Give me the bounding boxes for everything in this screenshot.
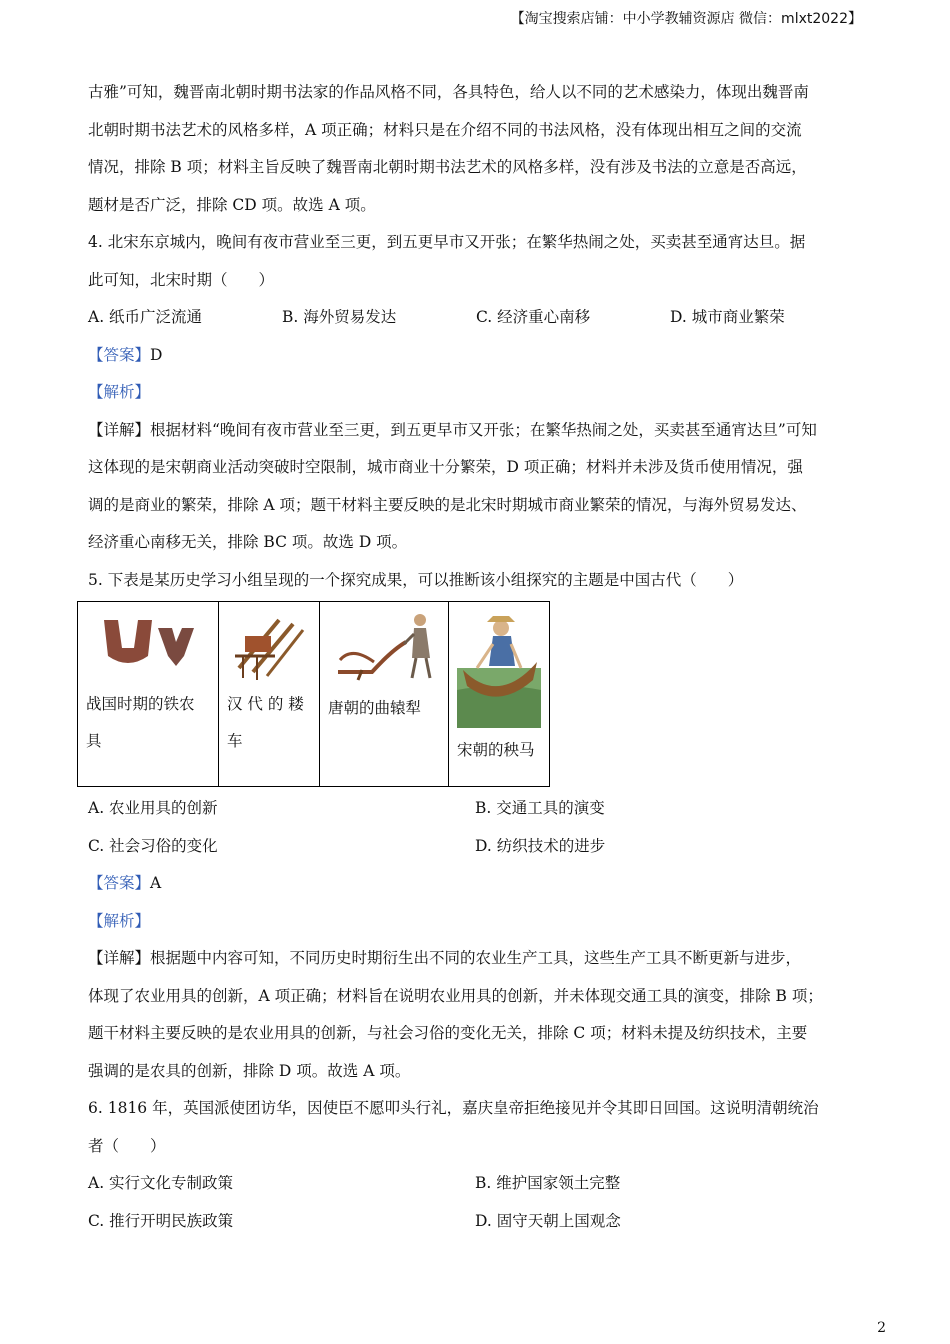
table-cell-curved-plough — [320, 602, 449, 787]
cell-caption: 宋朝的秧马 — [457, 741, 535, 759]
cell-caption: 具 — [86, 732, 102, 750]
question-4-stem: 4. 北宋东京城内，晚间有夜市营业至三更，到五更早市又开张；在繁华热闹之处，买卖甚至通宵达旦。据 — [88, 233, 806, 251]
curved-plough-image — [332, 610, 436, 682]
option-a: A. 农业用具的创新 — [88, 799, 218, 817]
cell-caption: 唐朝的曲辕犁 — [328, 699, 422, 717]
cell-caption: 车 — [227, 732, 243, 750]
detail-line: 经济重心南移无关，排除 BC 项。故选 D 项。 — [88, 533, 408, 551]
detail-line: 【详解】根据题中内容可知，不同历史时期衍生出不同的农业生产工具，这些生产工具不断更新与进步， — [88, 949, 802, 967]
question-5-stem: 5. 下表是某历史学习小组呈现的一个探究成果，可以推断该小组探究的主题是中国古代（ ） — [88, 570, 744, 589]
document-body — [88, 74, 866, 1240]
option-d: D. 固守天朝上国观念 — [475, 1211, 621, 1230]
option-d: D. 纺织技术的进步 — [475, 836, 606, 855]
option-d: D. 城市商业繁荣 — [670, 308, 785, 326]
text-line: 古雅”可知，魏晋南北朝时期书法家的作品风格不同，各具特色，给人以不同的艺术感染力，体现出魏晋南 — [88, 83, 809, 101]
option-c: C. 经济重心南移 — [476, 308, 591, 326]
question-6-stem: 者（ ） — [88, 1136, 166, 1155]
option-a: A. 实行文化专制政策 — [88, 1174, 234, 1192]
text-line: 北朝时期书法艺术的风格多样，A 项正确；材料只是在介绍不同的书法风格，没有体现出相互之间的交流 — [88, 120, 802, 139]
question-6-options — [88, 1203, 866, 1241]
option-c: C. 推行开明民族政策 — [88, 1211, 234, 1230]
detail-line: 这体现的是宋朝商业活动突破时空限制，城市商业十分繁荣，D 项正确；材料并未涉及货币使用情况，强 — [88, 458, 803, 476]
text-line: 题材是否广泛，排除 CD 项。故选 A 项。 — [88, 195, 376, 214]
question-5-options — [88, 828, 866, 866]
option-b: B. 交通工具的演变 — [475, 799, 605, 817]
question-6-options — [88, 1165, 866, 1203]
table-cell-iron-tools — [78, 602, 219, 787]
answer-line — [88, 865, 866, 903]
iron-farm-tools-image — [98, 610, 198, 670]
option-a: A. 纸币广泛流通 — [88, 308, 203, 326]
answer-value: D — [150, 345, 163, 364]
answer-value: A — [150, 874, 162, 892]
option-b: B. 维护国家领土完整 — [475, 1174, 621, 1192]
answer-tag: 【答案】 — [88, 345, 151, 364]
text-line: 情况，排除 B 项；材料主旨反映了魏晋南北朝时期书法艺术的风格多样，没有涉及书法的立意是否高远， — [88, 158, 807, 176]
detail-line: 【详解】根据材料“晚间有夜市营业至三更，到五更早市又开张；在繁华热闹之处，买卖甚至通宵达旦”可知 — [88, 420, 817, 439]
page-number: 2 — [877, 1320, 886, 1336]
cell-caption: 汉 代 的 耧 — [227, 695, 304, 713]
page-header: 【淘宝搜索店铺：中小学教辅资源店 微信：mlxt2022】 — [510, 11, 862, 27]
detail-line: 题干材料主要反映的是农业用具的创新，与社会习俗的变化无关，排除 C 项；材料未提及纺织技术，主要 — [88, 1024, 808, 1042]
question-5-options — [88, 790, 866, 828]
detail-line: 调的是商业的繁荣，排除 A 项；题干材料主要反映的是北宋时期城市商业繁荣的情况，与海外贸易发达、 — [88, 495, 807, 514]
rice-transplanting-horse-image — [457, 610, 541, 728]
option-b: B. 海外贸易发达 — [282, 308, 397, 326]
exploration-table — [77, 601, 550, 787]
answer-line — [88, 337, 866, 375]
detail-line: 强调的是农具的创新，排除 D 项。故选 A 项。 — [88, 1061, 411, 1080]
question-6-stem: 6. 1816 年，英国派使团访华，因使臣不愿叩头行礼，嘉庆皇帝拒绝接见并令其即日回国。这说明清朝统治 — [88, 1099, 819, 1117]
analysis-tag: 【解析】 — [88, 383, 151, 401]
answer-tag: 【答案】 — [88, 874, 151, 892]
cell-caption: 战国时期的铁农 — [86, 695, 195, 713]
option-c: C. 社会习俗的变化 — [88, 836, 218, 855]
seed-drill-image — [231, 610, 307, 682]
table-cell-rice-horse — [449, 602, 550, 787]
analysis-tag: 【解析】 — [88, 911, 151, 930]
question-4-options — [88, 299, 866, 337]
detail-line: 体现了农业用具的创新，A 项正确；材料旨在说明农业用具的创新，并未体现交通工具的演变，排除 B 项； — [88, 986, 823, 1005]
table-cell-seed-drill — [219, 602, 320, 787]
question-4-stem: 此可知，北宋时期（ ） — [88, 270, 275, 289]
